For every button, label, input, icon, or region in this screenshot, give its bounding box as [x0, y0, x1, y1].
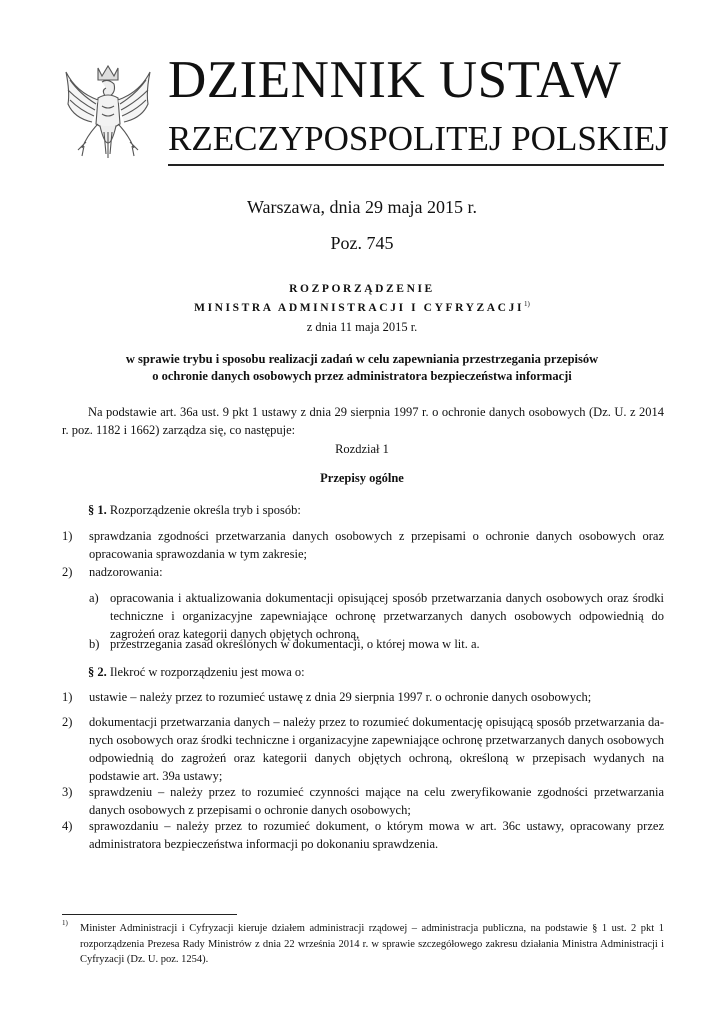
section-2-intro — [62, 663, 664, 681]
list-item: opracowania i aktualizowania dokumentacji opisującej sposób przetwarzania danych osobowych oraz środki techniczne i organizacyjne zapewniające ochronę przetwarzanych danych osobowych odpowiednią do zagrożeń oraz kategorii danych objętych ochroną, — [110, 591, 664, 641]
journal-title: DZIENNIK USTAW — [168, 51, 622, 109]
list-number: 2) — [62, 565, 73, 579]
list-item: nadzorowania: — [89, 565, 163, 579]
publication-date: Warszawa, dnia 29 maja 2015 r. — [247, 197, 477, 217]
footnote-mark: 1) — [62, 919, 68, 927]
chapter-label: Rozdział 1 — [335, 442, 389, 456]
list-number: 3) — [62, 785, 73, 799]
list-number: a) — [89, 591, 99, 605]
list-number: 2) — [62, 715, 73, 729]
eagle-emblem-icon — [62, 62, 154, 174]
act-issuer — [0, 300, 724, 314]
act-subject-line: o ochronie danych osobowych przez administratora bezpieczeństwa informacji — [152, 369, 572, 383]
list-number: 1) — [62, 529, 73, 543]
preamble: Na podstawie art. 36a ust. 9 pkt 1 ustawy z dnia 29 sierpnia 1997 r. o ochronie danych osobowych (Dz. U. z 2014 r. poz. 1182 i 1662) zarządza się, co następuje: — [62, 405, 664, 437]
list-item: przestrzegania zasad określonych w dokumentacji, o której mowa w lit. a. — [110, 637, 480, 651]
list-number: 4) — [62, 819, 73, 833]
act-date: z dnia 11 maja 2015 r. — [306, 320, 418, 334]
footnote-text: Minister Administracji i Cyfryzacji kieruje działem administracji rządowej – administracja publiczna, na podstawie § 1 ust. 2 pkt 1 rozporządzenia Prezesa Rady Ministrów z dnia 22 września 2014 r. w sprawie szczegółowego zakresu działania Ministra Administracji i Cyfryzacji (Dz. U. poz. 1254). — [80, 923, 664, 965]
list-number: b) — [89, 637, 100, 651]
act-type: ROZPORZĄDZENIE — [289, 283, 435, 295]
journal-subtitle: RZECZYPOSPOLITEJ POLSKIEJ — [168, 119, 669, 158]
act-subject-line: w sprawie trybu i sposobu realizacji zadań w celu zapewniania przestrzegania przepisów — [125, 352, 599, 366]
list-item: sprawdzania zgodności przetwarzania danych osobowych z przepisami o ochronie danych osobowych oraz opracowania sprawozdania w tym zakresie; — [89, 529, 664, 561]
list-number: 1) — [62, 690, 73, 704]
section-1-intro — [62, 501, 664, 519]
section-text: Rozporządzenie określa tryb i sposób: — [106, 503, 301, 517]
masthead-divider — [168, 164, 664, 166]
list-item: sprawozdaniu – należy przez to rozumieć dokument, o którym mowa w art. 36c ustawy, opracowany przez administratora bezpieczeństwa informacji po dokonaniu sprawdzenia. — [89, 819, 664, 851]
list-item: ustawie – należy przez to rozumieć ustawę z dnia 29 sierpnia 1997 r. o ochronie danych osobowych; — [89, 690, 592, 704]
section-text: Ilekroć w rozporządzeniu jest mowa o: — [106, 665, 305, 679]
act-subject — [0, 351, 724, 385]
chapter-title: Przepisy ogólne — [320, 471, 404, 485]
footnote-reference[interactable]: 1) — [524, 300, 530, 308]
list-item: sprawdzeniu – należy przez to rozumieć czynności mające na celu zweryfikowanie zgodności przetwarzania danych osobowych z przepisami o ochronie danych osobowych; — [89, 785, 664, 817]
act-issuer-text: MINISTRA ADMINISTRACJI I CYFRYZACJI — [194, 302, 525, 314]
list-item: dokumentacji przetwarzania danych – należy przez to rozumieć dokumentację opisującą sposób przetwarzania danych osobowych oraz środki techniczne i organizacyjne zapewniające ochronę przetwarzanych danych osobowych odpowiednią do zagrożeń oraz kategorii danych objętych ochroną, określoną w przepisach wydanych na podstawie art. 39a ustawy; — [89, 715, 664, 783]
section-mark: § 2. — [88, 665, 107, 679]
footnote-divider — [62, 914, 237, 915]
section-mark: § 1. — [88, 503, 107, 517]
position-number: Poz. 745 — [330, 233, 394, 253]
